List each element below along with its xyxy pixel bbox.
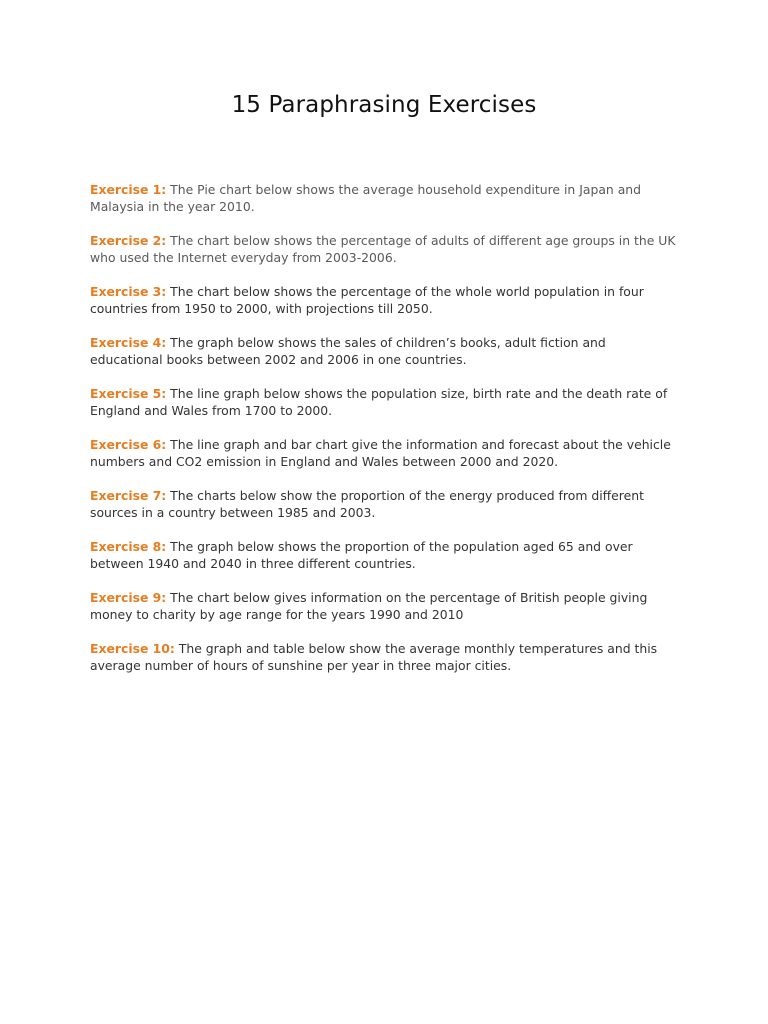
exercise-label: Exercise 10:: [90, 641, 175, 656]
exercise-item-6: [90, 437, 680, 470]
exercise-text: The chart below shows the percentage of adults of different age groups in the UK who used the Internet everyday from 2003-2006.: [90, 233, 676, 265]
exercise-item-1: [90, 182, 680, 215]
exercise-label: Exercise 3:: [90, 284, 167, 299]
exercise-text: The line graph and bar chart give the information and forecast about the vehicle numbers and CO2 emission in England and Wales between 2000 and 2020.: [90, 437, 671, 469]
exercise-label: Exercise 4:: [90, 335, 167, 350]
exercise-item-4: [90, 335, 680, 368]
exercise-item-7: [90, 488, 680, 521]
exercise-item-10: [90, 641, 680, 674]
exercise-item-2: [90, 233, 680, 266]
exercise-label: Exercise 2:: [90, 233, 167, 248]
exercise-text: The graph below shows the sales of children’s books, adult fiction and educational books between 2002 and 2006 in one countries.: [90, 335, 606, 367]
exercise-text: The chart below gives information on the percentage of British people giving money to charity by age range for the years 1990 and 2010: [90, 590, 648, 622]
exercise-item-8: [90, 539, 680, 572]
exercise-text: The line graph below shows the population size, birth rate and the death rate of England and Wales from 1700 to 2000.: [90, 386, 668, 418]
exercise-list: [90, 182, 680, 692]
exercise-text: The chart below shows the percentage of the whole world population in four countries from 1950 to 2000, with projections till 2050.: [90, 284, 644, 316]
exercise-label: Exercise 6:: [90, 437, 167, 452]
exercise-item-9: [90, 590, 680, 623]
exercise-text: The graph below shows the proportion of the population aged 65 and over between 1940 and 2040 in three different countries.: [90, 539, 633, 571]
exercise-label: Exercise 9:: [90, 590, 167, 605]
exercise-label: Exercise 1:: [90, 182, 167, 197]
exercise-label: Exercise 5:: [90, 386, 167, 401]
exercise-item-5: [90, 386, 680, 419]
exercise-label: Exercise 7:: [90, 488, 167, 503]
page-title: 15 Paraphrasing Exercises: [231, 92, 537, 118]
exercise-text: The Pie chart below shows the average household expenditure in Japan and Malaysia in the year 2010.: [90, 182, 642, 214]
exercise-text: The graph and table below show the average monthly temperatures and this average number of hours of sunshine per year in three major cities.: [90, 641, 658, 673]
exercise-item-3: [90, 284, 680, 317]
exercise-text: The charts below show the proportion of the energy produced from different sources in a country between 1985 and 2003.: [90, 488, 644, 520]
exercise-label: Exercise 8:: [90, 539, 167, 554]
